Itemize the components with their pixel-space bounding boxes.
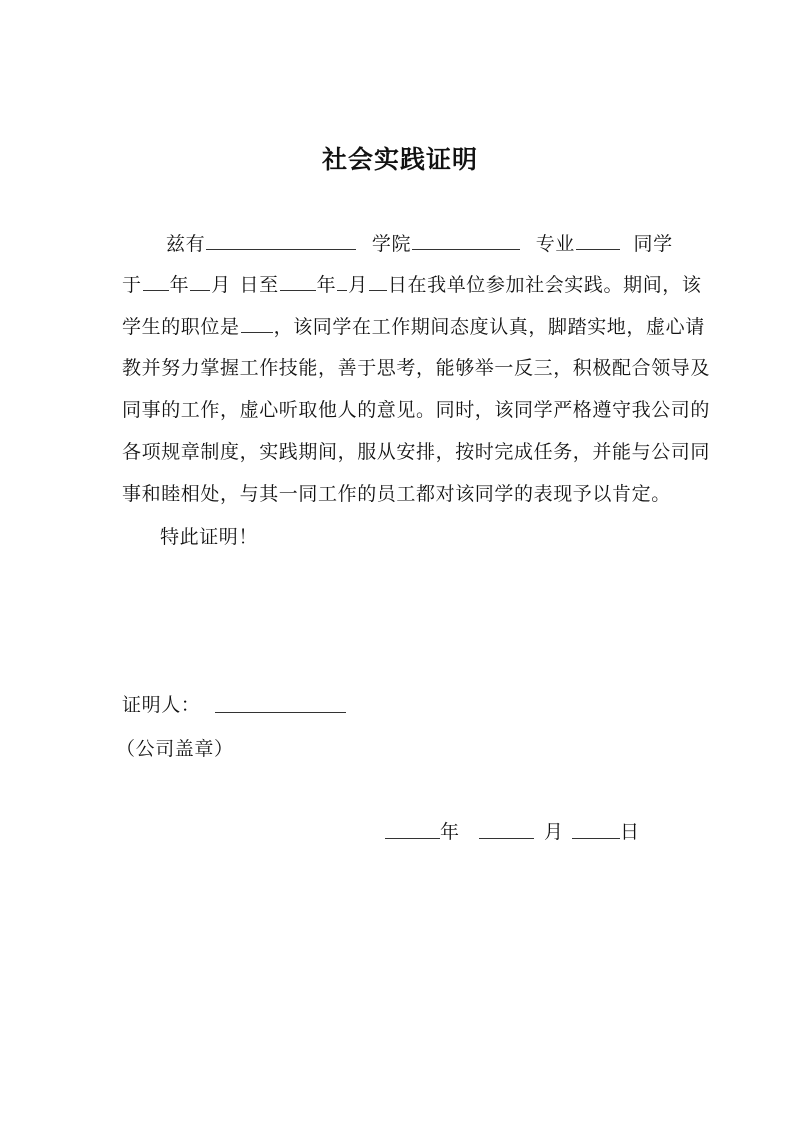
date-year-label: 年 [440, 821, 460, 843]
date-month-blank[interactable] [479, 837, 534, 839]
body-line-6: 各项规章制度，实践期间，服从安排，按时完成任务，并能与公司同 [122, 441, 711, 463]
text-college: 学院 [371, 233, 412, 255]
date-month-label: 月 [544, 821, 564, 843]
body-line-4: 教并努力掌握工作技能，善于思考，能够举一反三，积极配合领导及 [122, 357, 711, 379]
name-blank[interactable] [206, 231, 356, 250]
text-position: 学生的职位是 [122, 316, 240, 338]
start-year-blank[interactable] [143, 272, 169, 291]
start-month-blank[interactable] [190, 272, 210, 291]
text-month-2: 月 [348, 274, 368, 296]
body-line-5: 同事的工作，虚心听取他人的意见。同时，该同学严格遵守我公司的 [122, 399, 711, 421]
date-day-blank[interactable] [572, 837, 620, 839]
closing-text: 特此证明！ [160, 526, 259, 548]
text-major: 专业 [535, 233, 575, 255]
text-year-2: 年 [316, 274, 337, 296]
date-year-blank[interactable] [385, 837, 440, 839]
position-blank[interactable] [241, 314, 273, 333]
text-month-1: 月 [211, 274, 231, 296]
document-title: 社会实践证明 [321, 145, 478, 174]
text-student: 同学 [633, 233, 673, 255]
college-blank[interactable] [412, 231, 520, 250]
text-day-to: 日至 [239, 274, 279, 296]
text-yu: 于 [122, 274, 142, 296]
end-year-blank[interactable] [280, 272, 316, 291]
certifier-label: 证明人： [122, 694, 201, 716]
body-line-2 [122, 272, 702, 298]
end-month-blank[interactable] [337, 272, 347, 291]
body-line-1 [166, 231, 682, 257]
text-ziyou: 兹有 [166, 233, 206, 255]
text-line2-rest: 日在我单位参加社会实践。期间，该 [387, 274, 702, 296]
text-line3-rest: ，该同学在工作期间态度认真，脚踏实地，虚心请 [273, 316, 705, 338]
major-blank[interactable] [576, 231, 620, 250]
company-seal-label: （公司盖章） [116, 738, 234, 760]
date-day-label: 日 [620, 821, 640, 843]
certifier-blank[interactable] [215, 711, 346, 713]
body-line-3 [122, 314, 705, 340]
body-line-7: 事和睦相处，与其一同工作的员工都对该同学的表现予以肯定。 [122, 483, 671, 505]
end-day-blank[interactable] [369, 272, 387, 291]
text-year-1: 年 [169, 274, 190, 296]
